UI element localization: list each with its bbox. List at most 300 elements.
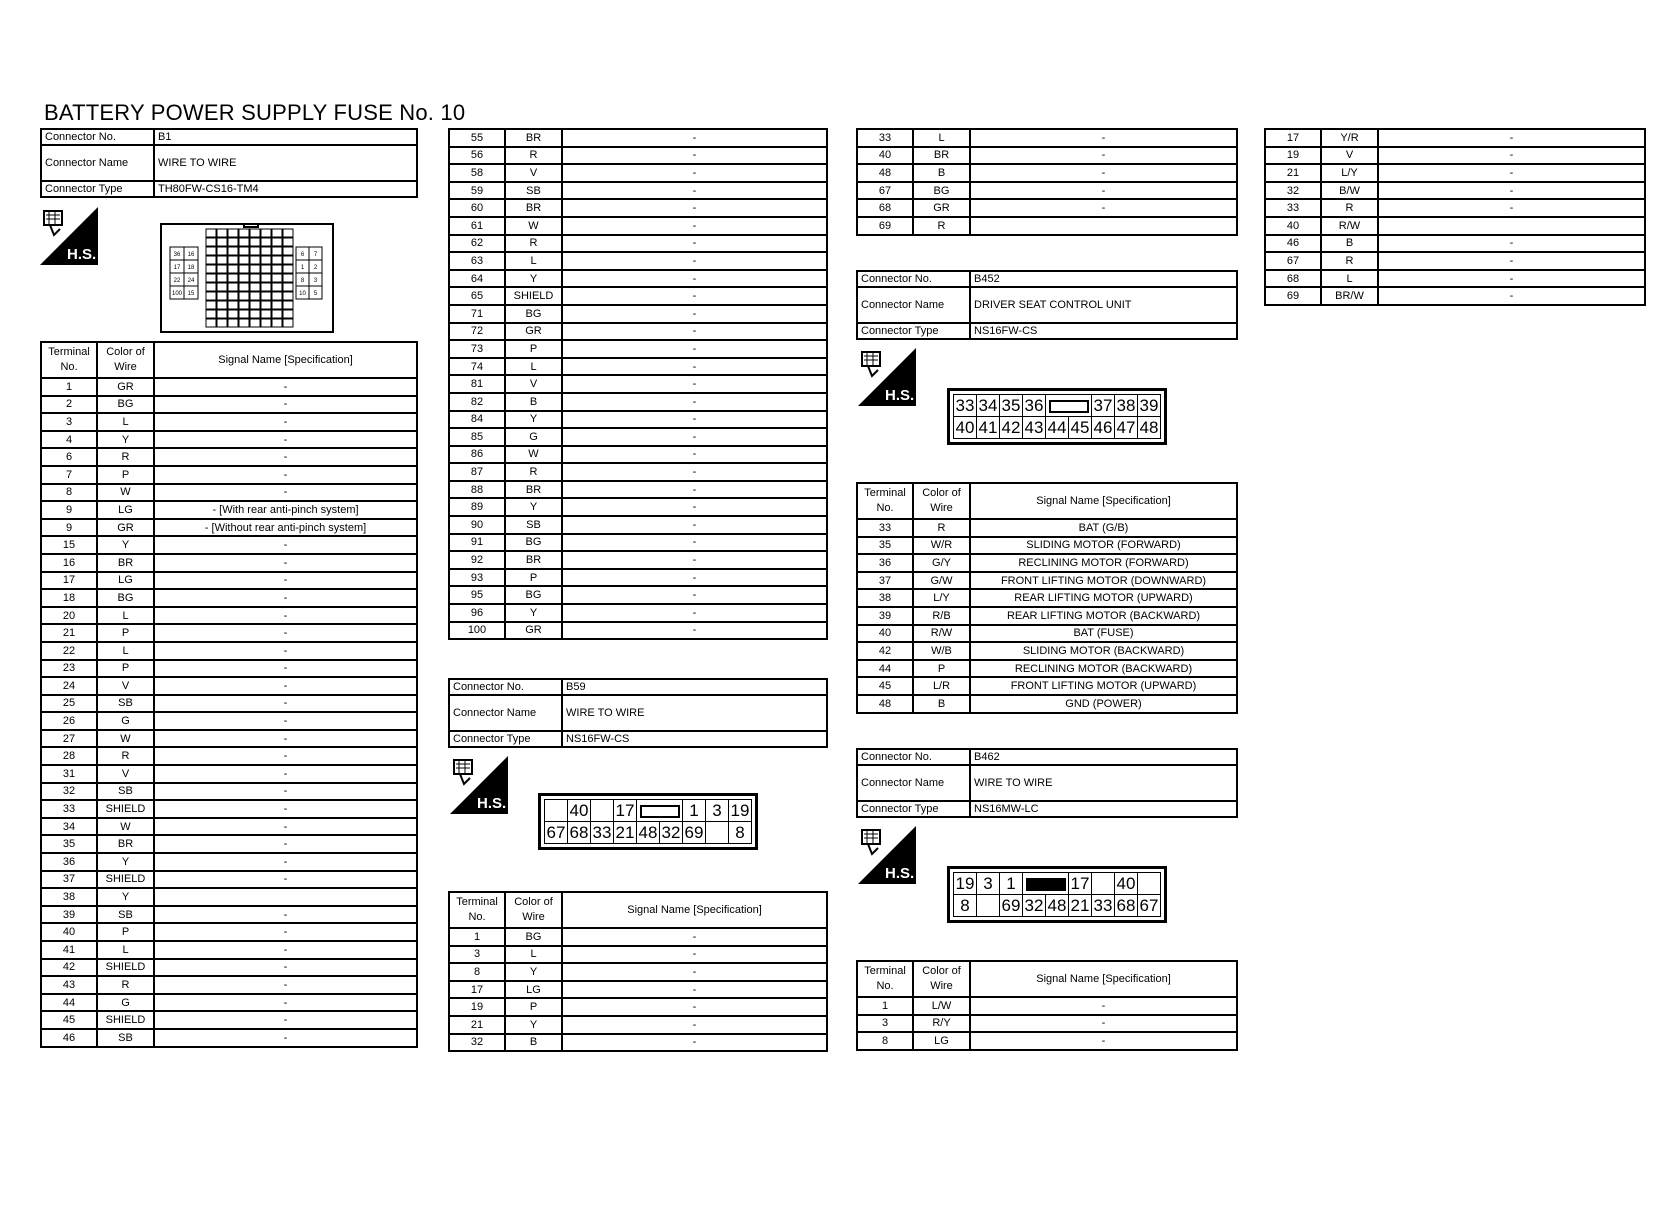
signal-name-cell: - [154, 466, 417, 484]
connector-pin-box [239, 283, 249, 291]
terminal-no-cell: 2 [41, 396, 97, 414]
connector-type-label: Connector Type [857, 801, 970, 817]
wire-color-cell: G/W [913, 572, 970, 590]
table-row [1265, 270, 1645, 288]
connector-pin-box [272, 292, 282, 300]
connector-pin-box [272, 229, 282, 237]
signal-name-cell: FRONT LIFTING MOTOR (UPWARD) [970, 677, 1237, 695]
signal-name-cell: - [562, 323, 827, 341]
connector-pin-label: 6 [300, 252, 305, 259]
table-row [857, 129, 1237, 147]
wire-color-cell: R/W [913, 625, 970, 643]
wire-color-cell: LG [913, 1032, 970, 1050]
table-row [41, 484, 417, 502]
connector-name-value: WIRE TO WIRE [154, 145, 417, 181]
terminal-no-cell: 23 [41, 660, 97, 678]
terminal-no-header: Terminal No. [857, 961, 913, 997]
signal-name-cell: - [1378, 182, 1645, 200]
signal-name-cell: - [154, 396, 417, 414]
wire-color-cell: Y [505, 411, 562, 429]
signal-name-cell: - [154, 818, 417, 836]
signal-name-cell: - [154, 589, 417, 607]
connector-pin-box [261, 310, 271, 318]
wire-color-cell: SB [97, 783, 154, 801]
connector-pin-label: 2 [313, 265, 318, 272]
connector-pin-box [250, 265, 260, 273]
connector-pin-box [283, 247, 293, 255]
wire-color-cell: L [505, 946, 562, 964]
b1-connector-face [160, 223, 334, 333]
signal-name-cell: - [154, 976, 417, 994]
table-row [449, 375, 827, 393]
table-row [449, 604, 827, 622]
signal-name-cell: - [1378, 129, 1645, 147]
wire-color-cell: SB [505, 182, 562, 200]
signal-name-cell: - [154, 712, 417, 730]
signal-name-cell: - [562, 217, 827, 235]
connector-pin-box [239, 301, 249, 309]
connector-no-label: Connector No. [41, 129, 154, 145]
b452-connector-info [856, 270, 1238, 340]
connector-pin-box [239, 229, 249, 237]
terminal-no-cell: 31 [41, 765, 97, 783]
wire-color-cell: Y [97, 431, 154, 449]
wire-color-cell: R/Y [913, 1015, 970, 1033]
connector-pin-box [217, 229, 227, 237]
signal-name-cell [1378, 217, 1645, 235]
terminal-no-cell: 88 [449, 481, 505, 499]
table-row [449, 946, 827, 964]
connector-pin-box [228, 283, 238, 291]
table-row [41, 712, 417, 730]
wire-color-cell: W/B [913, 642, 970, 660]
connector-pin: 21 [1069, 895, 1092, 917]
table-row [857, 607, 1237, 625]
wire-color-cell: R/B [913, 607, 970, 625]
terminal-no-cell: 44 [857, 660, 913, 678]
wire-color-cell: R [913, 519, 970, 537]
terminal-no-cell: 25 [41, 695, 97, 713]
wire-color-cell: BR [505, 129, 562, 147]
connector-pin-box [283, 274, 293, 282]
signal-name-header: Signal Name [Specification] [562, 892, 827, 928]
wire-color-cell: L [97, 413, 154, 431]
connector-pin-label: 36 [173, 252, 181, 259]
wire-color-cell: BR [97, 554, 154, 572]
table-row [449, 358, 827, 376]
connector-pin-box [283, 301, 293, 309]
signal-name-cell: SLIDING MOTOR (FORWARD) [970, 537, 1237, 555]
terminal-no-cell: 46 [1265, 235, 1321, 253]
signal-name-cell: - [562, 270, 827, 288]
wire-color-cell: BG [505, 928, 562, 946]
table-row [449, 270, 827, 288]
terminal-no-cell: 9 [41, 501, 97, 519]
table-row [857, 625, 1237, 643]
signal-name-cell: - [Without rear anti-pinch system] [154, 519, 417, 537]
terminal-no-cell: 19 [449, 998, 505, 1016]
signal-name-cell: - [562, 446, 827, 464]
b462-rows [857, 997, 1237, 1050]
connector-pin-label: 8 [300, 278, 305, 285]
terminal-no-cell: 21 [41, 624, 97, 642]
connector-pin-box [228, 256, 238, 264]
terminal-no-cell: 42 [41, 959, 97, 977]
table-row [857, 519, 1237, 537]
table-row [41, 554, 417, 572]
connector-pin-box [283, 310, 293, 318]
terminal-no-header: Terminal No. [41, 342, 97, 378]
table-row [41, 1029, 417, 1047]
connector-pin-label: 100 [171, 291, 183, 298]
connector-pin-box [250, 292, 260, 300]
table-row [41, 765, 417, 783]
terminal-no-cell: 36 [857, 554, 913, 572]
connector-pin: 21 [614, 822, 637, 844]
connector-pin-box [239, 274, 249, 282]
table-row [449, 393, 827, 411]
wire-color-cell: P [97, 624, 154, 642]
b59-terminal-table-continued [856, 128, 1238, 236]
connector-pin: 8 [729, 822, 752, 844]
connector-pin: 17 [614, 800, 637, 822]
terminal-no-cell: 45 [41, 1011, 97, 1029]
terminal-no-cell: 74 [449, 358, 505, 376]
wire-color-cell: L [97, 607, 154, 625]
signal-name-cell: - [970, 164, 1237, 182]
signal-name-cell: - [970, 129, 1237, 147]
connector-pin-box [283, 292, 293, 300]
wire-color-cell: R [1321, 199, 1378, 217]
terminal-no-cell: 33 [857, 519, 913, 537]
signal-name-cell: RECLINING MOTOR (FORWARD) [970, 554, 1237, 572]
terminal-no-cell: 16 [41, 554, 97, 572]
connector-pin-box [272, 265, 282, 273]
signal-name-cell: - [1378, 287, 1645, 305]
signal-name-cell: - [154, 765, 417, 783]
table-row [449, 551, 827, 569]
color-of-wire-header: Color of Wire [97, 342, 154, 378]
connector-pin [977, 895, 1000, 917]
terminal-no-cell: 61 [449, 217, 505, 235]
signal-name-cell: - [154, 554, 417, 572]
connector-pin: 19 [954, 873, 977, 895]
wire-color-cell: L [97, 941, 154, 959]
terminal-no-cell: 92 [449, 551, 505, 569]
table-row [449, 1016, 827, 1034]
wire-color-cell: Y [97, 536, 154, 554]
wire-color-cell: R [505, 235, 562, 253]
table-row [449, 963, 827, 981]
signal-name-cell: RECLINING MOTOR (BACKWARD) [970, 660, 1237, 678]
wire-color-cell: R [97, 448, 154, 466]
terminal-no-cell: 48 [857, 695, 913, 713]
signal-name-cell: - [154, 660, 417, 678]
terminal-no-cell: 8 [449, 963, 505, 981]
table-row [1265, 164, 1645, 182]
terminal-no-cell: 6 [41, 448, 97, 466]
connector-pin-box [206, 238, 216, 246]
table-row [857, 642, 1237, 660]
b462-terminal-table-continued [1264, 128, 1646, 306]
connector-pin-box [217, 292, 227, 300]
signal-name-cell: - [154, 1011, 417, 1029]
connector-type-label: Connector Type [857, 323, 970, 339]
table-row [41, 378, 417, 396]
connector-pin: 33 [1092, 895, 1115, 917]
signal-name-cell: - [1378, 199, 1645, 217]
terminal-no-cell: 100 [449, 622, 505, 640]
wire-color-cell: GR [913, 199, 970, 217]
table-row [449, 446, 827, 464]
terminal-no-cell: 82 [449, 393, 505, 411]
connector-name-value: WIRE TO WIRE [562, 695, 827, 731]
signal-name-cell: - [154, 695, 417, 713]
connector-pin [1138, 873, 1161, 895]
table-row [41, 783, 417, 801]
terminal-no-cell: 39 [41, 906, 97, 924]
terminal-no-cell: 27 [41, 730, 97, 748]
signal-name-header: Signal Name [Specification] [970, 483, 1237, 519]
table-row [449, 217, 827, 235]
table-row [449, 428, 827, 446]
connector-pin-box [239, 247, 249, 255]
connector-pin-box [217, 256, 227, 264]
connector-pin-label: 3 [313, 278, 318, 285]
connector-pin-box [250, 238, 260, 246]
wire-color-cell: L [505, 252, 562, 270]
table-row [449, 340, 827, 358]
table-row [41, 466, 417, 484]
wire-color-cell: P [97, 660, 154, 678]
terminal-no-cell: 68 [857, 199, 913, 217]
table-row [1265, 147, 1645, 165]
table-row [41, 730, 417, 748]
table-row [857, 997, 1237, 1015]
wire-color-cell: B [1321, 235, 1378, 253]
connector-type-value: NS16FW-CS [970, 323, 1237, 339]
connector-pin [545, 800, 568, 822]
wire-color-cell: B [913, 695, 970, 713]
wire-color-cell: BG [505, 534, 562, 552]
wire-color-cell: BG [97, 396, 154, 414]
connector-pin: 40 [954, 417, 977, 439]
table-row [449, 569, 827, 587]
connector-pin-box [272, 283, 282, 291]
table-row [1265, 182, 1645, 200]
connector-pin: 33 [591, 822, 614, 844]
terminal-no-cell: 59 [449, 182, 505, 200]
signal-name-cell: - [562, 534, 827, 552]
wire-color-cell: BG [505, 586, 562, 604]
wire-color-cell: R [97, 747, 154, 765]
wire-color-cell: SHIELD [97, 1011, 154, 1029]
b462-connector-face [947, 866, 1167, 923]
connector-pin-box [228, 319, 238, 327]
table-row [449, 199, 827, 217]
terminal-no-cell: 67 [857, 182, 913, 200]
connector-pin: 3 [977, 873, 1000, 895]
wire-color-cell: Y [97, 888, 154, 906]
connector-pin: 48 [637, 822, 660, 844]
table-row [449, 164, 827, 182]
connector-pin-box [206, 274, 216, 282]
connector-pin-box [272, 310, 282, 318]
terminal-no-cell: 86 [449, 446, 505, 464]
wire-color-cell: SHIELD [97, 959, 154, 977]
signal-name-cell: - [562, 428, 827, 446]
terminal-no-cell: 17 [449, 981, 505, 999]
signal-name-cell: - [562, 604, 827, 622]
signal-name-cell: - [1378, 252, 1645, 270]
connector-pin: 69 [1000, 895, 1023, 917]
connector-pin-box [261, 265, 271, 273]
b462-rows-continued [1265, 129, 1645, 305]
signal-name-cell: - [154, 941, 417, 959]
signal-name-cell: - [562, 358, 827, 376]
table-row [449, 928, 827, 946]
signal-name-cell: - [562, 147, 827, 165]
connector-pin: 33 [954, 395, 977, 417]
wire-color-cell: B [913, 164, 970, 182]
terminal-no-cell: 20 [41, 607, 97, 625]
terminal-no-header: Terminal No. [857, 483, 913, 519]
table-row [1265, 252, 1645, 270]
signal-name-cell: - [562, 998, 827, 1016]
signal-name-cell: - [154, 572, 417, 590]
signal-name-cell: - [154, 906, 417, 924]
connector-pin-box [239, 292, 249, 300]
signal-name-cell: - [970, 1032, 1237, 1050]
connector-pin: 40 [568, 800, 591, 822]
terminal-no-cell: 32 [41, 783, 97, 801]
signal-name-cell: - [562, 569, 827, 587]
wire-color-cell: BR [913, 147, 970, 165]
terminal-no-cell: 40 [857, 625, 913, 643]
table-row [449, 586, 827, 604]
connector-pin-box [228, 301, 238, 309]
terminal-no-cell: 22 [41, 642, 97, 660]
wire-color-cell: Y [97, 853, 154, 871]
connector-pin: 69 [683, 822, 706, 844]
table-row [41, 431, 417, 449]
signal-name-cell: - [562, 622, 827, 640]
connector-pin-box [250, 319, 260, 327]
table-row [857, 147, 1237, 165]
connector-type-value: NS16MW-LC [970, 801, 1237, 817]
connector-no-label: Connector No. [857, 271, 970, 287]
terminal-no-cell: 41 [41, 941, 97, 959]
connector-pin: 36 [1023, 395, 1046, 417]
signal-name-cell: - [154, 607, 417, 625]
connector-pin-box [217, 310, 227, 318]
terminal-no-cell: 7 [41, 466, 97, 484]
table-row [41, 888, 417, 906]
terminal-no-cell: 33 [1265, 199, 1321, 217]
connector-no-value: B462 [970, 749, 1237, 765]
connector-pin-box [283, 238, 293, 246]
connector-pin-box [206, 301, 216, 309]
wire-color-cell: Y [505, 498, 562, 516]
terminal-no-cell: 4 [41, 431, 97, 449]
terminal-no-cell: 24 [41, 677, 97, 695]
wire-color-cell: R/W [1321, 217, 1378, 235]
table-row [449, 411, 827, 429]
connector-no-label: Connector No. [857, 749, 970, 765]
terminal-no-cell: 34 [41, 818, 97, 836]
table-row [857, 589, 1237, 607]
terminal-no-cell: 81 [449, 375, 505, 393]
connector-pin: 32 [1023, 895, 1046, 917]
connector-pin-box [217, 319, 227, 327]
terminal-no-cell: 26 [41, 712, 97, 730]
table-row [1265, 287, 1645, 305]
harness-side-icon [40, 207, 98, 265]
wire-color-cell: G [505, 428, 562, 446]
table-row [449, 129, 827, 147]
terminal-no-cell: 40 [857, 147, 913, 165]
connector-pin-box [272, 256, 282, 264]
connector-name-label: Connector Name [857, 765, 970, 801]
table-row [857, 1015, 1237, 1033]
connector-pin: 45 [1069, 417, 1092, 439]
terminal-no-cell: 91 [449, 534, 505, 552]
wire-color-cell: L/Y [913, 589, 970, 607]
wire-color-cell: LG [97, 501, 154, 519]
terminal-no-cell: 72 [449, 323, 505, 341]
connector-name-label: Connector Name [449, 695, 562, 731]
table-row [41, 624, 417, 642]
connector-pin-box [239, 256, 249, 264]
signal-name-cell: - [1378, 235, 1645, 253]
b59-terminal-table [448, 891, 828, 1052]
signal-name-cell: - [562, 340, 827, 358]
connector-pin-box [261, 292, 271, 300]
terminal-no-cell: 45 [857, 677, 913, 695]
hs-label: H.S. [885, 387, 915, 404]
table-row [449, 998, 827, 1016]
table-row [41, 607, 417, 625]
signal-name-cell: - [With rear anti-pinch system] [154, 501, 417, 519]
terminal-no-cell: 67 [1265, 252, 1321, 270]
wire-color-cell: W [97, 730, 154, 748]
wire-color-cell: BG [505, 305, 562, 323]
terminal-no-cell: 71 [449, 305, 505, 323]
connector-pin-box [239, 310, 249, 318]
b1-connector-info [40, 128, 418, 198]
connector-pin-box [250, 301, 260, 309]
connector-pin-box [206, 319, 216, 327]
table-row [1265, 199, 1645, 217]
connector-pin: 39 [1138, 395, 1161, 417]
connector-pin-box [272, 319, 282, 327]
wire-color-cell: W [505, 446, 562, 464]
wire-color-cell: L/R [913, 677, 970, 695]
wire-color-cell: GR [505, 323, 562, 341]
terminal-no-cell: 73 [449, 340, 505, 358]
signal-name-cell: - [562, 235, 827, 253]
connector-pin: 48 [1138, 417, 1161, 439]
table-row [857, 1032, 1237, 1050]
connector-type-value: NS16FW-CS [562, 731, 827, 747]
table-row [449, 463, 827, 481]
connector-key-mark [1049, 400, 1089, 413]
signal-name-cell: - [562, 252, 827, 270]
terminal-no-cell: 58 [449, 164, 505, 182]
signal-name-cell: GND (POWER) [970, 695, 1237, 713]
signal-name-cell: - [562, 981, 827, 999]
connector-pin: 48 [1046, 895, 1069, 917]
